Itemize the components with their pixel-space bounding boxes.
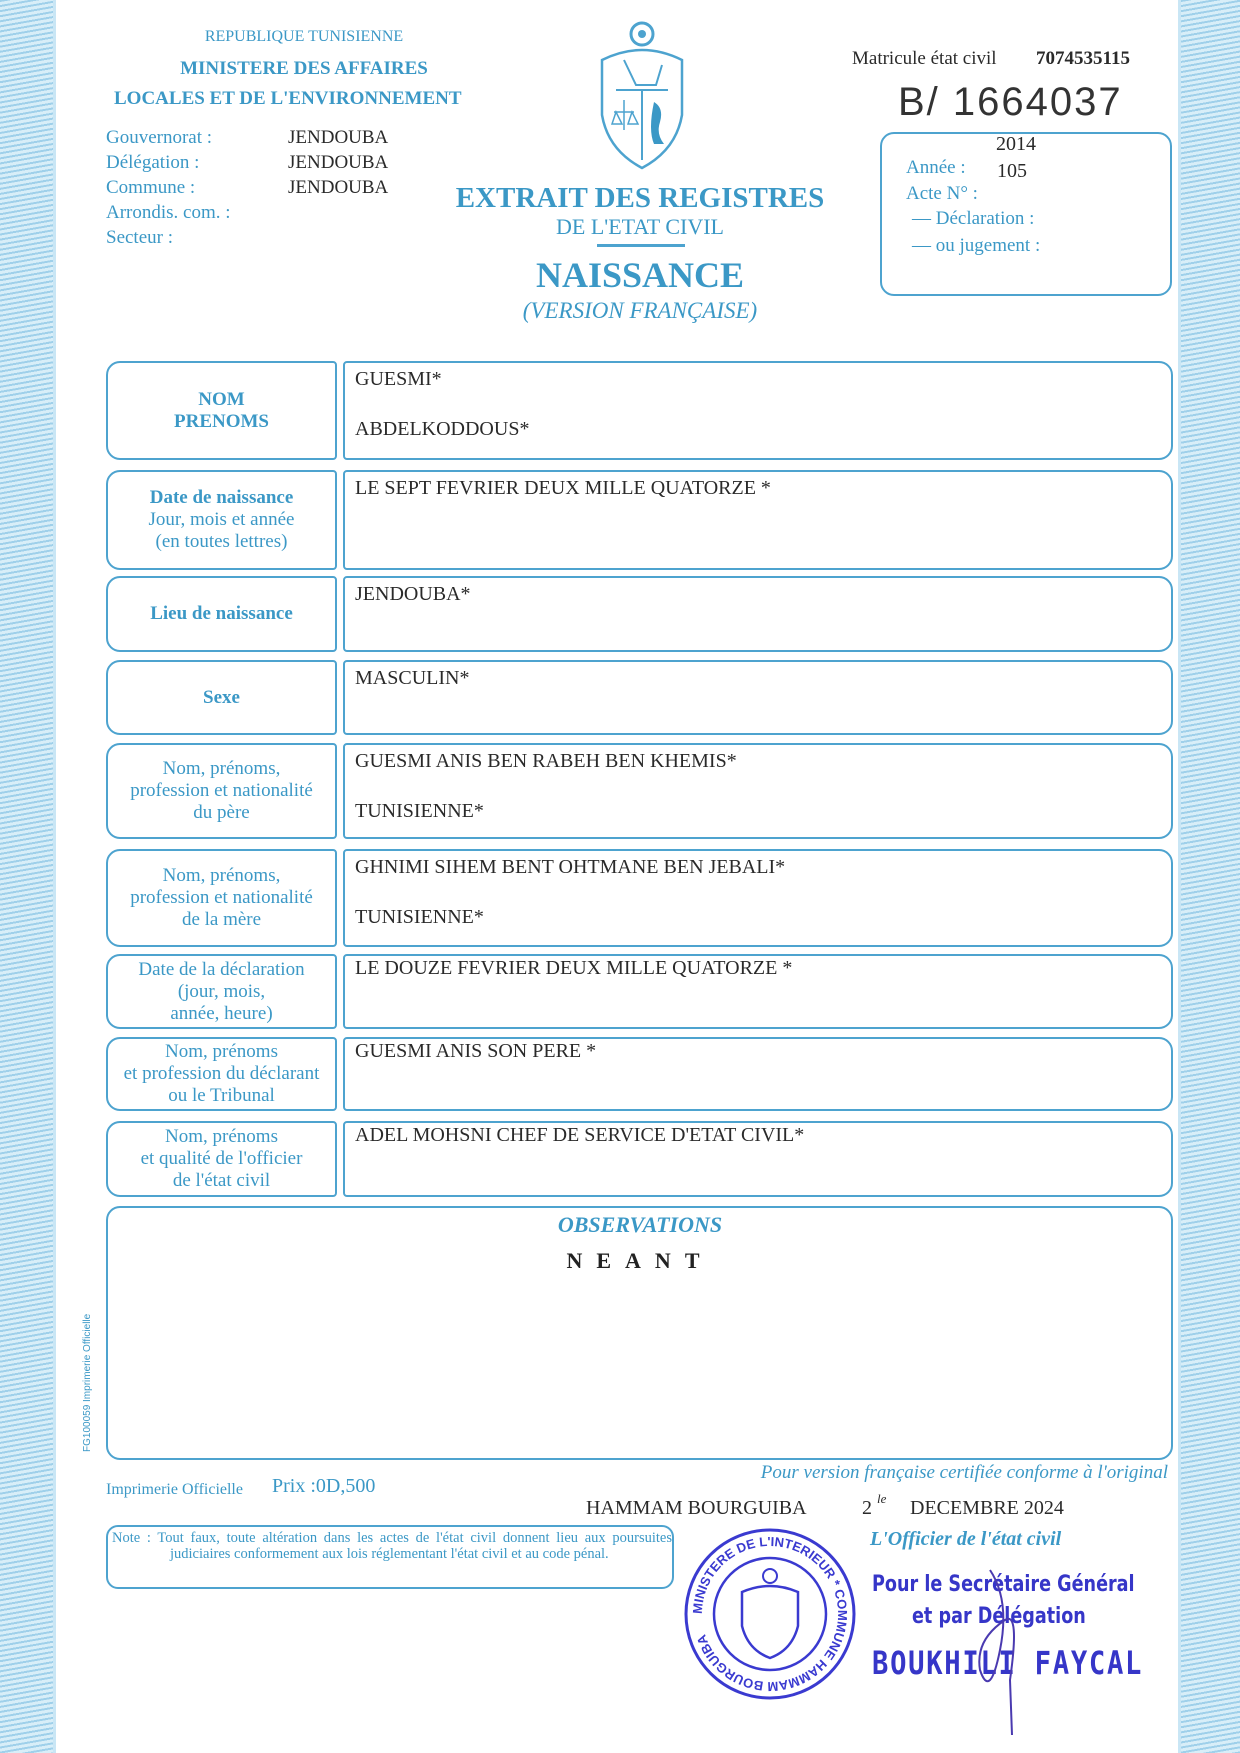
title-extrait: EXTRAIT DES REGISTRES: [455, 182, 825, 214]
table-row-value: [343, 743, 1173, 839]
row-label-line: du père: [193, 802, 250, 823]
right-guilloche-border: [1178, 0, 1240, 1753]
printer-label: Imprimerie Officielle: [106, 1481, 243, 1498]
row-value: JENDOUBA*: [355, 583, 471, 605]
table-row-value: [343, 849, 1173, 947]
month-year: DECEMBRE 2024: [910, 1497, 1064, 1519]
republic-label: REPUBLIQUE TUNISIENNE: [204, 28, 404, 45]
stamp-text: MINISTERE DE L'INTERIEUR * COMMUNE HAMMAM BOURGUIBA: [689, 1533, 851, 1695]
row-label-line: Jour, mois et année: [148, 509, 295, 530]
acte-label: Acte N° :: [906, 183, 978, 204]
handwritten-signature-icon: [960, 1560, 1040, 1740]
row-label-line: Nom, prénoms,: [162, 865, 281, 886]
row-label-line: Sexe: [203, 686, 240, 708]
matricule-label: Matricule état civil: [852, 48, 997, 69]
row-label-line: (en toutes lettres): [155, 531, 288, 552]
table-row-label: [106, 849, 337, 947]
serial-number: B/ 1664037: [898, 80, 1123, 124]
row-label-line: Lieu de naissance: [150, 603, 293, 624]
table-row-label: [106, 1037, 337, 1111]
title-version: (VERSION FRANÇAISE): [522, 298, 758, 323]
row-label-line: année, heure): [170, 1002, 273, 1024]
row-value: ADEL MOHSNI CHEF DE SERVICE D'ETAT CIVIL*: [355, 1124, 805, 1146]
field-value: JENDOUBA: [288, 152, 389, 173]
table-row-value: [343, 1121, 1173, 1197]
row-value: TUNISIENNE*: [355, 906, 484, 928]
signatory-name: BOUKHILI FAYCAL: [872, 1644, 1144, 1682]
annee-value: 2014: [996, 133, 1036, 155]
table-row-label: [106, 743, 337, 839]
signature-line1: Pour le Secrétaire Général: [872, 1572, 1135, 1597]
row-label-line: profession et nationalité: [130, 887, 313, 908]
field-value: JENDOUBA: [288, 127, 389, 148]
row-value: GUESMI*: [355, 368, 442, 390]
row-value: TUNISIENNE*: [355, 800, 484, 822]
annee-label: Année :: [906, 157, 966, 178]
table-row-label: [106, 954, 337, 1029]
row-value: MASCULIN*: [355, 667, 470, 689]
acte-value: 105: [997, 160, 1027, 182]
observations-title: OBSERVATIONS: [557, 1212, 723, 1237]
day-sup: le: [877, 1491, 887, 1506]
matricule-value: 7074535115: [1036, 48, 1130, 69]
day: 2: [862, 1497, 872, 1519]
price-label: Prix :0D,500: [272, 1475, 376, 1497]
legal-note: Note : Tout faux, toute altération dans les actes de l'état civil donnent lieu aux poursuites judiciaires conformement aux lois réglementant l'état civil et au code pénal.: [112, 1530, 672, 1562]
row-label-line: et qualité de l'officier: [140, 1148, 303, 1169]
title-etat-civil: DE L'ETAT CIVIL: [556, 214, 724, 239]
field-label: Commune :: [106, 177, 196, 198]
row-value: LE DOUZE FEVRIER DEUX MILLE QUATORZE *: [355, 957, 793, 979]
field-label: Délégation :: [106, 152, 200, 173]
row-value: GHNIMI SIHEM BENT OHTMANE BEN JEBALI*: [355, 856, 786, 878]
row-label-line: Date de la déclaration: [138, 958, 305, 980]
observations-value: NEANT: [566, 1248, 714, 1273]
row-label-line: profession et nationalité: [130, 780, 313, 801]
table-row-value: [343, 361, 1173, 460]
field-label: Arrondis. com. :: [106, 202, 231, 223]
field-label: Gouvernorat :: [106, 127, 213, 148]
observations-box: [106, 1206, 1173, 1460]
tunisia-emblem-icon: [596, 20, 688, 170]
row-label-line: Nom, prénoms,: [162, 758, 281, 779]
table-row-value: [343, 470, 1173, 570]
row-label-line: de l'état civil: [172, 1170, 271, 1191]
row-value: LE SEPT FEVRIER DEUX MILLE QUATORZE *: [355, 477, 771, 499]
ministry-line1: MINISTERE DES AFFAIRES: [180, 58, 428, 79]
row-value: GUESMI ANIS BEN RABEH BEN KHEMIS*: [355, 750, 737, 772]
ministry-line2: LOCALES ET DE L'ENVIRONNEMENT: [114, 88, 462, 109]
declaration-label: — Déclaration :: [912, 208, 1035, 229]
place: HAMMAM BOURGUIBA: [586, 1497, 807, 1519]
left-guilloche-border: [0, 0, 56, 1753]
table-row-value: [343, 576, 1173, 652]
field-label: Secteur :: [106, 227, 174, 248]
table-row-label: [106, 361, 337, 460]
table-row-value: [343, 954, 1173, 1029]
table-row-label: [106, 470, 337, 570]
row-label-line: NOM: [198, 388, 245, 410]
officer-title: L'Officier de l'état civil: [870, 1528, 1062, 1550]
table-row-label: [106, 1121, 337, 1197]
table-row-value: [343, 660, 1173, 735]
side-print-code: FG100059 Imprimerie Officielle: [82, 1313, 93, 1452]
official-stamp-icon: [682, 1526, 858, 1702]
row-label-line: Date de naissance: [149, 487, 294, 508]
row-label-line: ou le Tribunal: [168, 1085, 275, 1106]
field-value: JENDOUBA: [288, 177, 389, 198]
row-value: GUESMI ANIS SON PERE *: [355, 1040, 597, 1062]
row-label-line: Nom, prénoms: [165, 1041, 278, 1062]
row-label-line: (jour, mois,: [177, 980, 266, 1002]
row-value: ABDELKODDOUS*: [355, 418, 530, 440]
jugement-label: — ou jugement :: [912, 235, 1041, 256]
table-row-label: [106, 576, 337, 652]
row-label-line: Nom, prénoms: [165, 1126, 278, 1147]
table-row-label: [106, 660, 337, 735]
certified-label: Pour version française certifiée conforme à l'original: [760, 1462, 1168, 1483]
row-label-line: et profession du déclarant: [123, 1063, 320, 1084]
title-naissance: NAISSANCE: [535, 255, 745, 295]
title-divider: [597, 244, 685, 247]
row-label-line: de la mère: [181, 909, 262, 930]
row-label-line: PRENOMS: [174, 410, 269, 432]
signature-line2: et par Délégation: [912, 1604, 1086, 1629]
table-row-value: [343, 1037, 1173, 1111]
